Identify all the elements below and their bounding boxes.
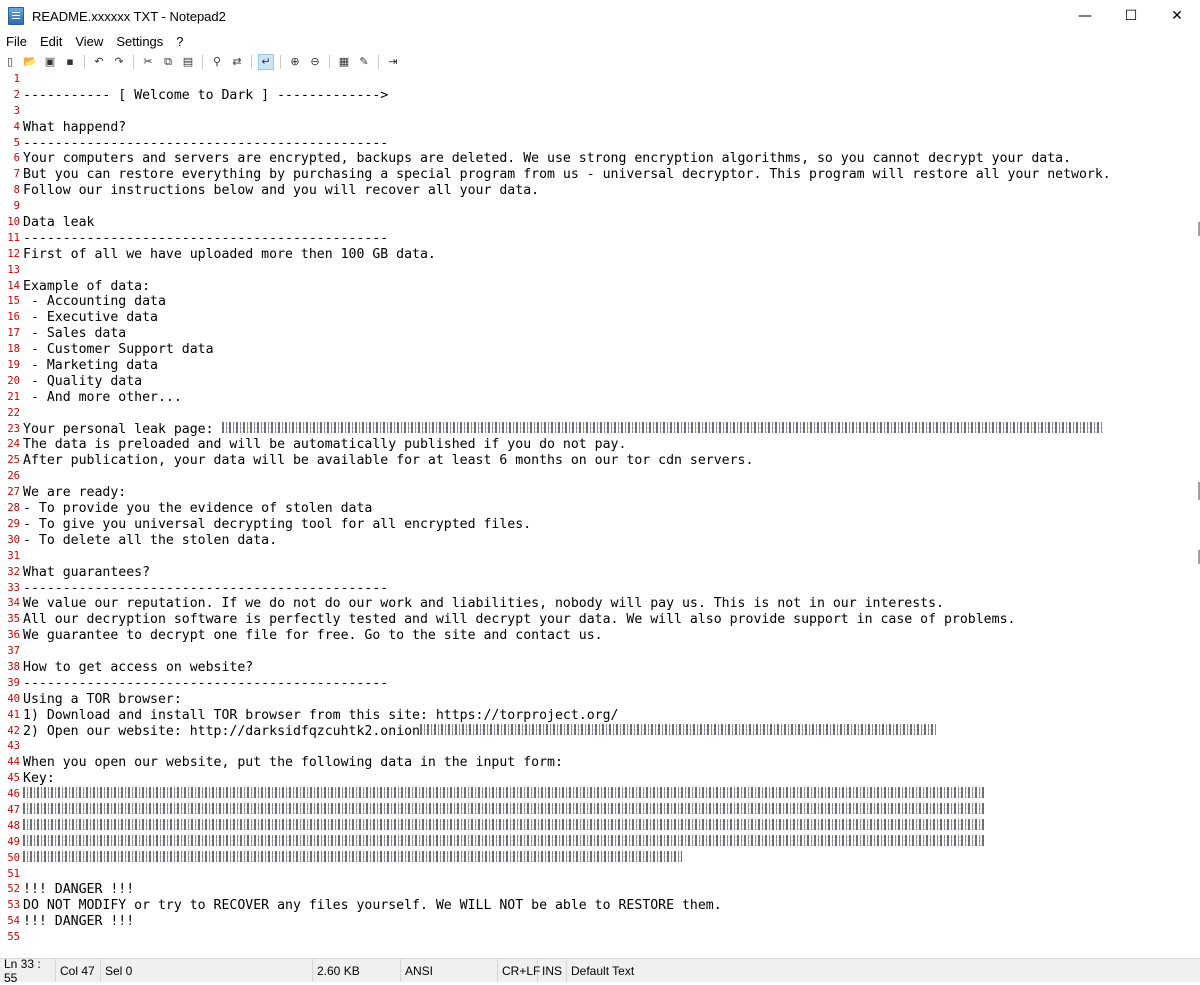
editor-line bbox=[0, 803, 1111, 819]
line-number: 24 bbox=[7, 438, 20, 451]
editor-line bbox=[0, 787, 1111, 803]
line-number: 4 bbox=[13, 120, 20, 133]
menu-settings[interactable]: Settings bbox=[116, 33, 164, 49]
line-number: 25 bbox=[7, 454, 20, 467]
line-text: How to get access on website? bbox=[23, 659, 254, 675]
editor-line bbox=[0, 739, 1111, 755]
line-number: 12 bbox=[7, 247, 20, 260]
redacted-text bbox=[23, 819, 984, 830]
line-number: 51 bbox=[7, 867, 20, 880]
status-insert-mode[interactable]: INS bbox=[538, 959, 567, 982]
line-number: 14 bbox=[7, 279, 20, 292]
line-number: 18 bbox=[7, 343, 20, 356]
menu-file[interactable]: File bbox=[6, 33, 27, 49]
window-controls bbox=[1062, 0, 1200, 32]
editor-line bbox=[0, 167, 1111, 183]
line-text: ----------- [ Welcome to Dark ] -------------> bbox=[23, 87, 389, 103]
editor-line bbox=[0, 422, 1111, 438]
new-icon[interactable]: ▯ bbox=[6, 55, 14, 68]
line-text: But you can restore everything by purchasing a special program from us - universal decryptor. This program will restore all your network. bbox=[23, 167, 1111, 183]
editor-line bbox=[0, 294, 1111, 310]
status-line-position: Ln 33 : 55 bbox=[0, 959, 56, 982]
find-icon[interactable]: ⚲ bbox=[212, 55, 222, 68]
line-text: ---------------------------------------------- bbox=[23, 675, 389, 691]
editor-line bbox=[0, 596, 1111, 612]
line-number: 11 bbox=[7, 231, 20, 244]
line-number: 32 bbox=[7, 565, 20, 578]
line-number: 6 bbox=[13, 152, 20, 165]
line-text: - Sales data bbox=[23, 326, 127, 342]
line-number: 52 bbox=[7, 883, 20, 896]
line-text: 1) Download and install TOR browser from this site: https://torproject.org/ bbox=[23, 707, 619, 723]
line-text: What guarantees? bbox=[23, 564, 151, 580]
zoom-out-icon[interactable]: ⊖ bbox=[310, 55, 320, 68]
line-number: 41 bbox=[7, 708, 20, 721]
line-number: 23 bbox=[7, 422, 20, 435]
line-number: 13 bbox=[7, 263, 20, 276]
editor-line bbox=[0, 676, 1111, 692]
line-number: 22 bbox=[7, 406, 20, 419]
line-text: We value our reputation. If we do not do our work and liabilities, nobody will pay us. This is not in our interests. bbox=[23, 596, 944, 612]
editor-line bbox=[0, 263, 1111, 279]
editor-line bbox=[0, 533, 1111, 549]
undo-icon[interactable]: ↶ bbox=[94, 55, 104, 68]
line-number: 38 bbox=[7, 660, 20, 673]
line-number: 33 bbox=[7, 581, 20, 594]
editor-line bbox=[0, 247, 1111, 263]
line-text: Key: bbox=[23, 771, 55, 787]
text-editor[interactable] bbox=[0, 72, 1200, 958]
editor-line bbox=[0, 88, 1111, 104]
line-text: - And more other... bbox=[23, 389, 182, 405]
status-file-size: 2.60 KB bbox=[313, 959, 401, 982]
toolbar bbox=[0, 51, 1200, 73]
editor-line bbox=[0, 358, 1111, 374]
word-wrap-icon[interactable]: ↵ bbox=[258, 54, 274, 70]
editor-line bbox=[0, 898, 1111, 914]
editor-line bbox=[0, 517, 1111, 533]
line-number: 35 bbox=[7, 613, 20, 626]
editor-line bbox=[0, 914, 1111, 930]
line-text: ---------------------------------------------- bbox=[23, 580, 389, 596]
zoom-in-icon[interactable]: ⊕ bbox=[290, 55, 300, 68]
toolbar-separator bbox=[378, 55, 379, 69]
redacted-text bbox=[420, 724, 936, 735]
line-number: 17 bbox=[7, 327, 20, 340]
line-number: 26 bbox=[7, 470, 20, 483]
editor-line bbox=[0, 930, 1111, 946]
line-number: 5 bbox=[13, 136, 20, 149]
editor-line bbox=[0, 851, 1111, 867]
editor-line bbox=[0, 501, 1111, 517]
line-number: 54 bbox=[7, 915, 20, 928]
editor-line bbox=[0, 326, 1111, 342]
redacted-text bbox=[222, 422, 1103, 433]
line-text: 2) Open our website: http://darksidfqzcuhtk2.onion bbox=[23, 723, 420, 739]
editor-line bbox=[0, 660, 1111, 676]
line-number: 28 bbox=[7, 502, 20, 515]
toolbar-separator bbox=[84, 55, 85, 69]
line-number: 27 bbox=[7, 486, 20, 499]
menu-view[interactable]: View bbox=[75, 33, 104, 49]
paste-icon[interactable]: ▤ bbox=[182, 55, 194, 68]
line-text: First of all we have uploaded more then 100 GB data. bbox=[23, 246, 436, 262]
line-number: 44 bbox=[7, 756, 20, 769]
editor-line bbox=[0, 867, 1111, 883]
editor-line bbox=[0, 882, 1111, 898]
line-number: 10 bbox=[7, 216, 20, 229]
line-text: The data is preloaded and will be automatically published if you do not pay. bbox=[23, 437, 627, 453]
line-number: 36 bbox=[7, 629, 20, 642]
editor-line bbox=[0, 581, 1111, 597]
line-number: 1 bbox=[13, 73, 20, 85]
line-text: - To provide you the evidence of stolen data bbox=[23, 501, 373, 517]
status-bar bbox=[0, 956, 1200, 985]
line-number: 49 bbox=[7, 835, 20, 848]
line-number: 2 bbox=[13, 88, 20, 101]
replace-icon[interactable]: ⇄ bbox=[232, 55, 242, 68]
line-number: 8 bbox=[13, 184, 20, 197]
line-number: 19 bbox=[7, 359, 20, 372]
line-number: 9 bbox=[13, 200, 20, 213]
editor-line bbox=[0, 612, 1111, 628]
editor-line bbox=[0, 469, 1111, 485]
line-text: We are ready: bbox=[23, 485, 127, 501]
editor-line bbox=[0, 819, 1111, 835]
redacted-text bbox=[23, 803, 984, 814]
line-number: 46 bbox=[7, 788, 20, 801]
line-number: 15 bbox=[7, 295, 20, 308]
editor-line bbox=[0, 390, 1111, 406]
line-number: 21 bbox=[7, 390, 20, 403]
line-number: 50 bbox=[7, 851, 20, 864]
line-number: 31 bbox=[7, 549, 20, 562]
status-line-endings[interactable]: CR+LF bbox=[498, 959, 538, 982]
line-text: ---------------------------------------------- bbox=[23, 230, 389, 246]
editor-line bbox=[0, 215, 1111, 231]
save-icon[interactable]: ▪ bbox=[66, 55, 74, 68]
line-number: 47 bbox=[7, 803, 20, 816]
line-text: - Executive data bbox=[23, 310, 158, 326]
line-number: 39 bbox=[7, 676, 20, 689]
line-number: 16 bbox=[7, 311, 20, 324]
menu-edit[interactable]: Edit bbox=[39, 33, 63, 49]
line-text: - Quality data bbox=[23, 373, 143, 389]
title-bar bbox=[0, 0, 1200, 33]
toolbar-separator bbox=[280, 55, 281, 69]
line-text: !!! DANGER !!! bbox=[23, 882, 135, 898]
line-text: What happend? bbox=[23, 119, 127, 135]
editor-line bbox=[0, 72, 1111, 88]
editor-line bbox=[0, 692, 1111, 708]
line-number: 3 bbox=[13, 104, 20, 117]
editor-line bbox=[0, 136, 1111, 152]
editor-line bbox=[0, 708, 1111, 724]
editor-line bbox=[0, 104, 1111, 120]
cut-icon[interactable]: ✂ bbox=[143, 55, 153, 68]
toolbar-separator bbox=[133, 55, 134, 69]
line-number: 43 bbox=[7, 740, 20, 753]
line-text: Data leak bbox=[23, 215, 95, 231]
editor-line bbox=[0, 485, 1111, 501]
status-selection: Sel 0 bbox=[101, 959, 313, 982]
redo-icon[interactable]: ↷ bbox=[114, 55, 124, 68]
line-number: 37 bbox=[7, 645, 20, 658]
notepad-icon bbox=[8, 7, 24, 25]
editor-line bbox=[0, 310, 1111, 326]
redacted-text bbox=[23, 851, 682, 862]
editor-line bbox=[0, 755, 1111, 771]
status-column: Col 47 bbox=[56, 959, 101, 982]
line-number: 48 bbox=[7, 819, 20, 832]
line-number: 42 bbox=[7, 724, 20, 737]
line-text: - To delete all the stolen data. bbox=[23, 532, 278, 548]
editor-line bbox=[0, 437, 1111, 453]
editor-line bbox=[0, 724, 1111, 740]
editor-line bbox=[0, 771, 1111, 787]
schemes-icon[interactable]: ▦ bbox=[338, 55, 350, 68]
line-text: - Accounting data bbox=[23, 294, 166, 310]
line-text: DO NOT MODIFY or try to RECOVER any files yourself. We WILL NOT be able to RESTORE them. bbox=[23, 898, 722, 914]
redacted-text bbox=[23, 835, 984, 846]
editor-line bbox=[0, 342, 1111, 358]
toolbar-separator bbox=[329, 55, 330, 69]
line-text: - Marketing data bbox=[23, 358, 158, 374]
editor-line bbox=[0, 374, 1111, 390]
line-text: After publication, your data will be available for at least 6 months on our tor cdn servers. bbox=[23, 453, 754, 469]
minimize-button[interactable]: — bbox=[1078, 8, 1092, 24]
toolbar-separator bbox=[251, 55, 252, 69]
open-icon[interactable]: 📂 bbox=[23, 55, 37, 68]
browse-icon[interactable]: ▣ bbox=[44, 55, 56, 68]
editor-line bbox=[0, 199, 1111, 215]
editor-line bbox=[0, 151, 1111, 167]
copy-icon[interactable]: ⧉ bbox=[164, 54, 172, 68]
line-number: 29 bbox=[7, 517, 20, 530]
toolbar-separator bbox=[202, 55, 203, 69]
editor-line bbox=[0, 279, 1111, 295]
status-encoding[interactable]: ANSI bbox=[401, 959, 498, 982]
line-text: - To give you universal decrypting tool for all encrypted files. bbox=[23, 516, 532, 532]
line-number: 45 bbox=[7, 772, 20, 785]
menu-bar bbox=[0, 32, 1200, 50]
editor-line bbox=[0, 183, 1111, 199]
editor-line bbox=[0, 549, 1111, 565]
editor-line bbox=[0, 120, 1111, 136]
line-text: Your personal leak page: bbox=[23, 421, 222, 437]
editor-line bbox=[0, 231, 1111, 247]
menu-help[interactable]: ? bbox=[176, 33, 184, 49]
exit-icon[interactable]: ⇥ bbox=[388, 55, 398, 68]
editor-line bbox=[0, 453, 1111, 469]
line-text: Your computers and servers are encrypted, backups are deleted. We use strong encryption algorithms, so you cannot decrypt your data. bbox=[23, 151, 1072, 167]
maximize-button[interactable]: ☐ bbox=[1124, 8, 1138, 24]
editor-line bbox=[0, 565, 1111, 581]
line-number: 53 bbox=[7, 899, 20, 912]
line-text: Example of data: bbox=[23, 278, 151, 294]
line-text: We guarantee to decrypt one file for free. Go to the site and contact us. bbox=[23, 628, 603, 644]
line-text: Using a TOR browser: bbox=[23, 691, 182, 707]
line-number: 40 bbox=[7, 692, 20, 705]
line-number: 55 bbox=[7, 931, 20, 944]
line-text: - Customer Support data bbox=[23, 342, 214, 358]
redacted-text bbox=[23, 787, 984, 798]
line-number: 20 bbox=[7, 374, 20, 387]
customize-icon[interactable]: ✎ bbox=[359, 55, 369, 68]
line-text: When you open our website, put the following data in the input form: bbox=[23, 755, 563, 771]
line-text: ---------------------------------------------- bbox=[23, 135, 389, 151]
line-number: 30 bbox=[7, 533, 20, 546]
editor-line bbox=[0, 406, 1111, 422]
editor-line bbox=[0, 835, 1111, 851]
window-title: README.xxxxxx TXT - Notepad2 bbox=[32, 8, 226, 24]
line-number: 34 bbox=[7, 597, 20, 610]
editor-line bbox=[0, 644, 1111, 660]
line-text: !!! DANGER !!! bbox=[23, 914, 135, 930]
close-button[interactable]: ✕ bbox=[1171, 8, 1183, 24]
line-text: All our decryption software is perfectly tested and will decrypt your data. We will also provide support in case of problems. bbox=[23, 612, 1016, 628]
editor-line bbox=[0, 628, 1111, 644]
line-number: 7 bbox=[13, 168, 20, 181]
editor-lines bbox=[0, 72, 1111, 946]
line-text: Follow our instructions below and you will recover all your data. bbox=[23, 183, 540, 199]
status-scheme[interactable]: Default Text bbox=[571, 963, 635, 978]
